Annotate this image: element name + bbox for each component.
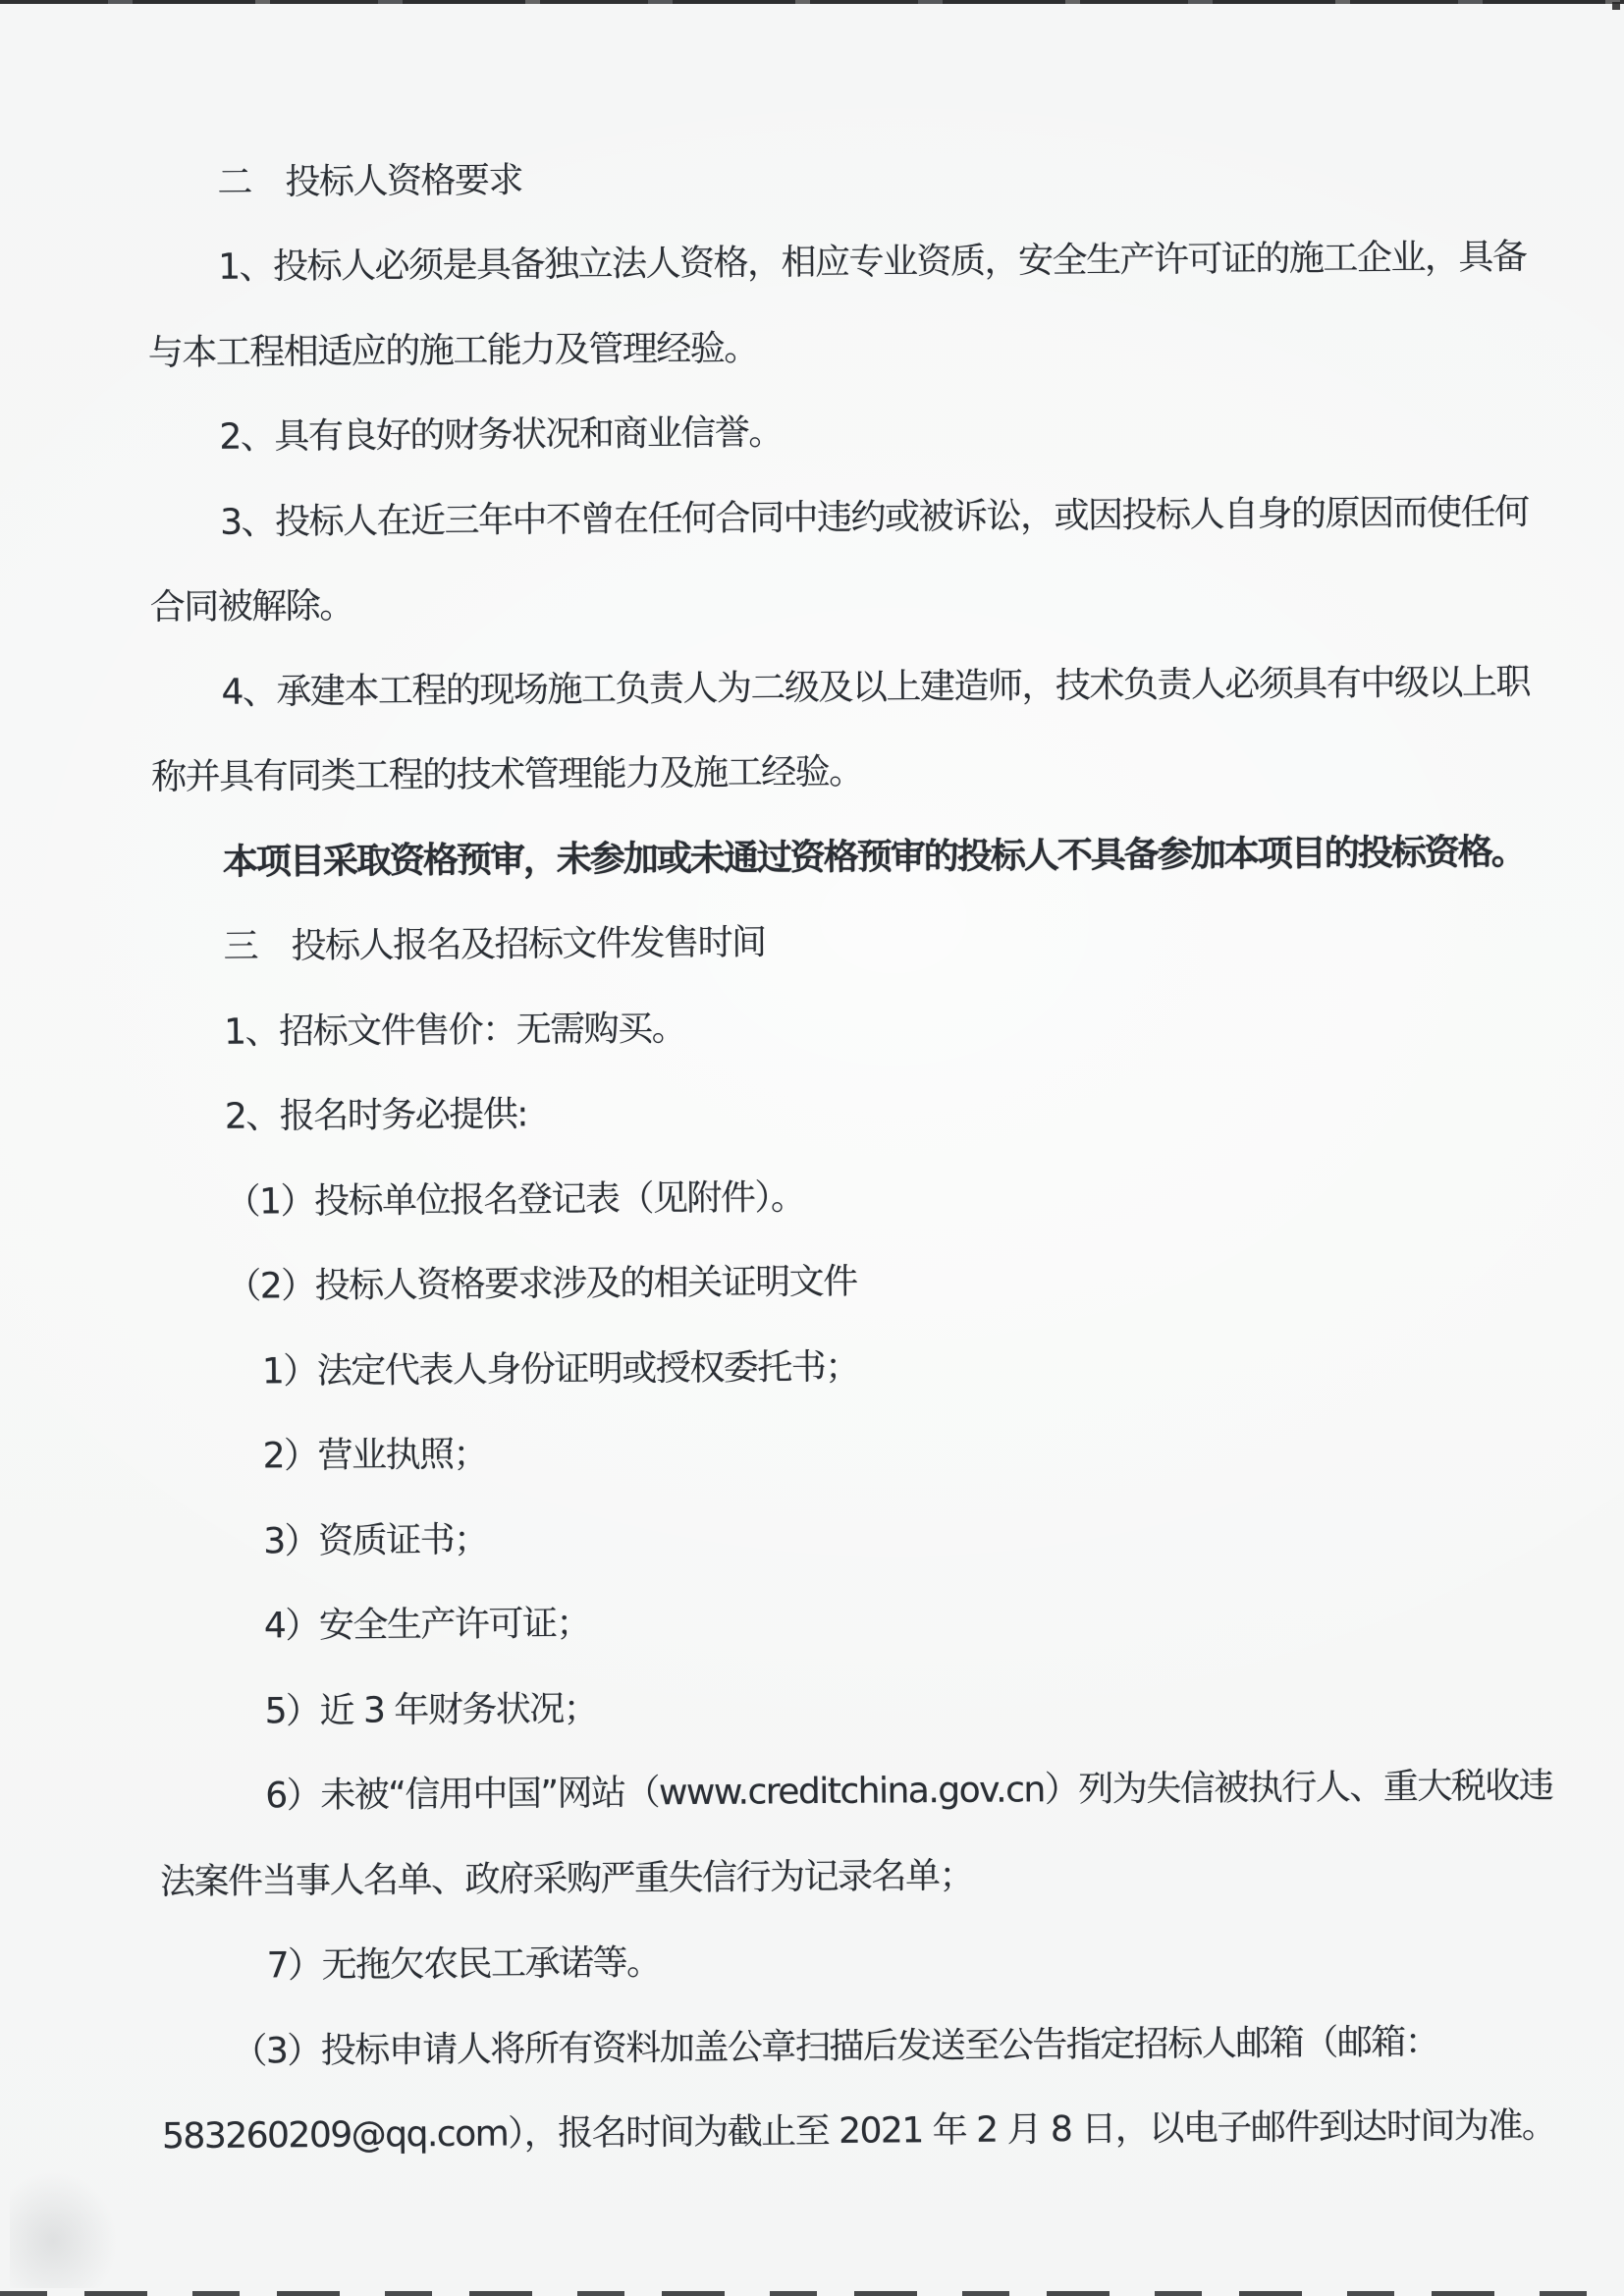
- cert-item-6-cont: 法案件当事人名单、政府采购严重失信行为记录名单；: [159, 1855, 974, 1903]
- requirement-3-cont: 合同被解除。: [149, 585, 353, 629]
- cert-item-2: 2）营业执照；: [262, 1434, 488, 1477]
- cert-item-6: 6）未被“信用中国”网站（www.creditchina.gov.cn）列为失信被执行人、重大税收违: [265, 1766, 1553, 1817]
- prequalification-note: 本项目采取资格预审，未参加或未通过资格预审的投标人不具备参加本项目的投标资格。: [222, 832, 1525, 883]
- section-heading-2: 二 投标人资格要求: [217, 160, 523, 203]
- requirement-3: 3、投标人在近三年中不曾在任何合同中违约或被诉讼，或因投标人自身的原因而使任何: [219, 492, 1529, 543]
- cert-item-3: 3）资质证书；: [263, 1519, 488, 1562]
- attachment-item-1: （1）投标单位报名登记表（见附件）。: [225, 1176, 805, 1223]
- cert-item-1: 1）法定代表人身份证明或授权委托书；: [261, 1346, 859, 1393]
- cert-item-4: 4）安全生产许可证；: [263, 1604, 591, 1647]
- section-heading-3: 三 投标人报名及招标文件发售时间: [223, 922, 766, 967]
- requirement-1: 1、投标人必须是具备独立法人资格，相应专业资质，安全生产许可证的施工企业，具备: [217, 237, 1527, 288]
- document-body: [146, 127, 1580, 2176]
- cert-item-5: 5）近 3 年财务状况；: [264, 1688, 598, 1732]
- signup-must-provide: 2、报名时务必提供:: [224, 1094, 528, 1137]
- scan-corner-artifact: [1612, 2, 1620, 10]
- requirement-4-cont: 称并具有同类工程的技术管理能力及施工经验。: [151, 751, 863, 798]
- attachment-item-2: （2）投标人资格要求涉及的相关证明文件: [226, 1261, 857, 1307]
- requirement-1-cont: 与本工程相适应的施工能力及管理经验。: [147, 328, 758, 374]
- scan-top-edge-artifact: [0, 0, 1624, 4]
- requirement-4: 4、承建本工程的现场施工负责人为二级及以上建造师，技术负责人必须具有中级以上职: [221, 662, 1531, 713]
- submission-instruction: （3）投标申请人将所有资料加盖公章扫描后发送至公告指定招标人邮箱（邮箱：: [232, 2021, 1439, 2072]
- doc-sale-price: 1、招标文件售价：无需购买。: [224, 1008, 686, 1053]
- cert-item-7: 7）无拖欠农民工承诺等。: [266, 1942, 661, 1987]
- scan-smudge-artifact: [10, 2170, 118, 2288]
- submission-instruction-cont: 583260209@qq.com），报名时间为截止至 2021 年 2 月 8 日，以电子邮件到达时间为准。: [161, 2105, 1556, 2158]
- scan-bottom-edge-artifact: [0, 2291, 1624, 2296]
- requirement-2: 2、具有良好的财务状况和商业信誉。: [219, 412, 784, 458]
